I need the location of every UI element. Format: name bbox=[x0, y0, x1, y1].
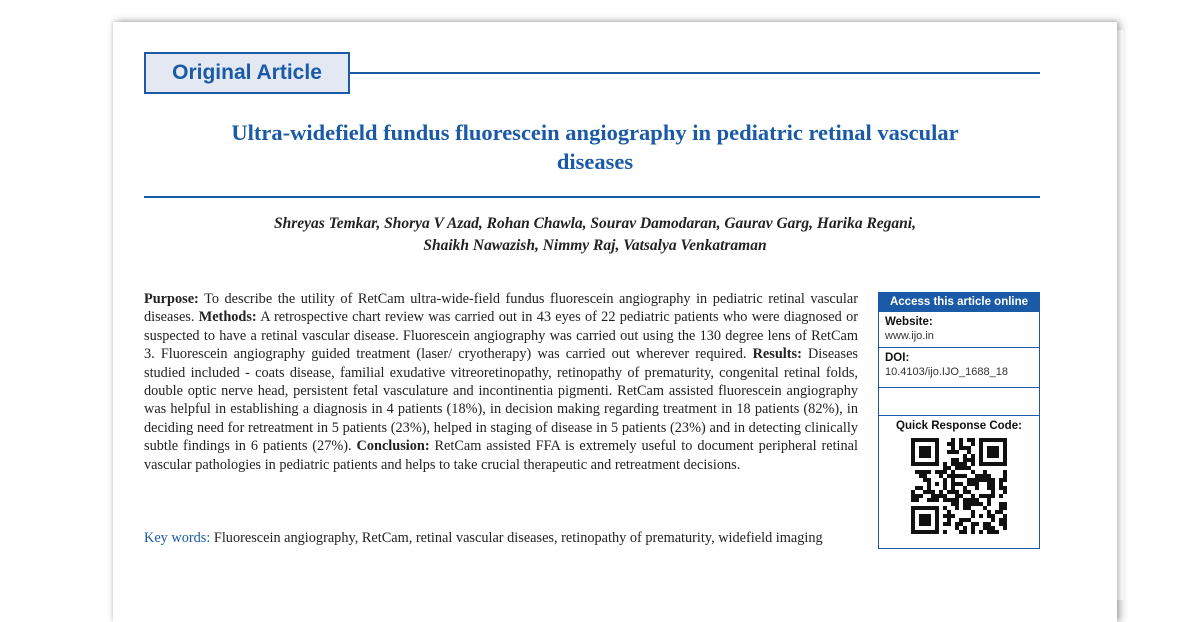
header-rule bbox=[350, 72, 1040, 74]
author-list bbox=[150, 213, 1040, 257]
article-title bbox=[150, 118, 1040, 176]
purpose-text: To describe the utility of RetCam ultra-wide-field fundus fluorescein angiography in pediatric retinal vascular diseases. bbox=[144, 291, 858, 326]
title-line-2: diseases bbox=[556, 149, 634, 174]
results-text: Diseases studied included - coats disease, familial exudative vitreoretinopathy, retinopathy of prematurity, congenital retinal folds, double optic nerve head, persistent fetal vasculature and incontinentia pigmenti. RetCam assisted fluorescein angiography was helpful in establishing a diagnosis in 4 patients (18%), in decision making regarding treatment in 18 patients (82%), in deciding need for retreatment in 5 patients (23%), helped in staging of disease in 5 patients (23%) and in detecting clinically subtle findings in 6 patients (27%). bbox=[144, 346, 858, 455]
access-heading: Access this article online bbox=[879, 293, 1039, 312]
blank-cell bbox=[879, 388, 1039, 416]
results-label: Results: bbox=[752, 346, 802, 363]
article-type-label bbox=[144, 52, 350, 94]
qr-code-icon[interactable] bbox=[911, 438, 1007, 534]
title-rule bbox=[144, 196, 1040, 198]
methods-text: A retrospective chart review was carried out in 43 eyes of 22 pediatric patients who were diagnosed or suspected to have a retinal vascular disease. Fluorescein angiography was carried out using the 130 degree lens of RetCam 3. Fluorescein angiography guided treatment (laser/ cryotherapy) was carried out wherever required. bbox=[144, 309, 858, 363]
qr-container bbox=[879, 438, 1039, 534]
keywords-label: Key words: bbox=[144, 530, 211, 546]
qr-label: Quick Response Code: bbox=[896, 420, 1022, 432]
authors-line-2: Shaikh Nawazish, Nimmy Raj, Vatsalya Venkatraman bbox=[423, 237, 767, 254]
conclusion-label: Conclusion: bbox=[356, 438, 430, 455]
conclusion-text: RetCam assisted FFA is extremely useful to document peripheral retinal vascular pathologies in pediatric patients and helps to take crucial therapeutic and retreatment decisions. bbox=[144, 438, 858, 473]
doi-label: DOI: bbox=[885, 352, 910, 364]
authors-line-1: Shreyas Temkar, Shorya V Azad, Rohan Chawla, Sourav Damodaran, Gaurav Garg, Harika Regani, bbox=[274, 215, 916, 232]
website-link[interactable]: www.ijo.in bbox=[885, 330, 934, 342]
keywords-text: Fluorescein angiography, RetCam, retinal vascular diseases, retinopathy of prematurity, widefield imaging bbox=[210, 530, 823, 546]
abstract-body bbox=[144, 290, 858, 474]
access-article-box bbox=[878, 292, 1040, 549]
website-cell bbox=[879, 312, 1039, 348]
methods-label: Methods: bbox=[198, 309, 257, 326]
doi-cell bbox=[879, 348, 1039, 388]
keywords-section bbox=[144, 529, 858, 547]
title-line-1: Ultra-widefield fundus fluorescein angiography in pediatric retinal vascular bbox=[231, 120, 959, 145]
article-type-text: Original Article bbox=[172, 61, 322, 84]
purpose-label: Purpose: bbox=[144, 291, 199, 307]
doi-link[interactable]: 10.4103/ijo.IJO_1688_18 bbox=[885, 366, 1008, 378]
page-edge-shadow bbox=[1117, 30, 1123, 600]
website-label: Website: bbox=[885, 316, 933, 328]
